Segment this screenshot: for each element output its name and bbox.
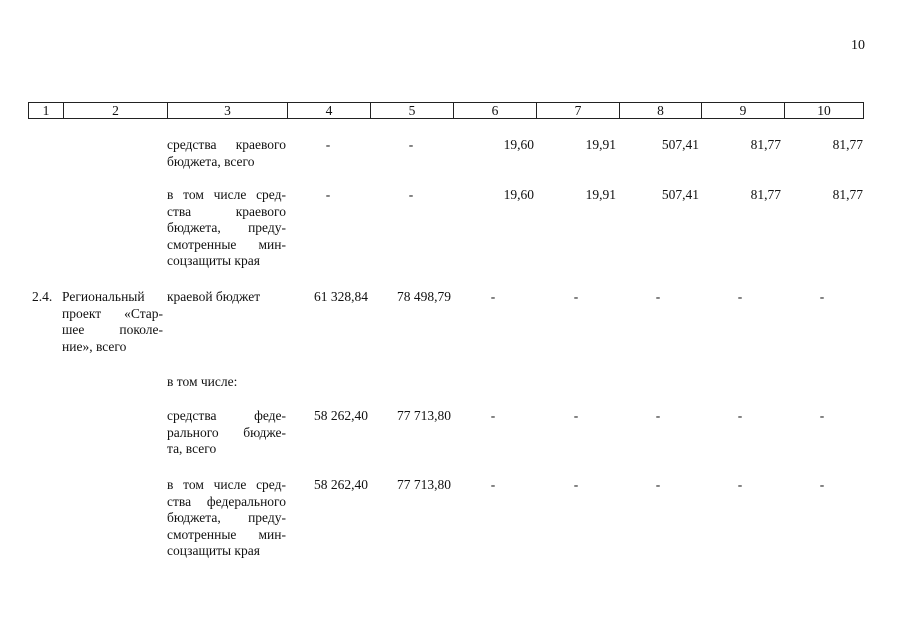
cell-col-5: 77 713,80 [397, 408, 451, 423]
title-line: проект «Стар- [62, 305, 163, 321]
cell-col-8: - [655, 477, 661, 492]
cell-col-9: 81,77 [750, 137, 781, 152]
header-col-5: 5 [370, 103, 453, 118]
description-line: краевой бюджет [167, 289, 261, 304]
header-col-6: 6 [453, 103, 536, 118]
row-description [167, 187, 286, 270]
cell-col-4: 61 328,84 [314, 289, 368, 304]
title-line: Региональный [62, 289, 145, 304]
description-line: смотренные мин- [167, 526, 286, 542]
description-line: рального бюдже- [167, 424, 286, 440]
description-line: бюджета, всего [167, 153, 255, 169]
table-header-row [28, 102, 864, 119]
cell-col-8: - [655, 408, 661, 423]
header-col-10: 10 [784, 103, 863, 118]
cell-col-4: - [325, 187, 331, 202]
cell-col-9: - [737, 289, 743, 304]
cell-col-7: - [573, 477, 579, 492]
cell-col-6: - [490, 477, 496, 492]
header-col-3: 3 [167, 103, 287, 118]
cell-col-7: - [573, 289, 579, 304]
row-description [167, 137, 286, 170]
description-line: соцзащиты края [167, 253, 260, 268]
description-line: в том числе сред- [167, 477, 286, 492]
cell-col-7: 19,91 [585, 137, 616, 152]
cell-col-9: 81,77 [750, 187, 781, 202]
cell-col-8: - [655, 289, 661, 304]
header-col-7: 7 [536, 103, 619, 118]
cell-col-6: - [490, 408, 496, 423]
cell-col-9: - [737, 408, 743, 423]
description-line: ства федерального [167, 493, 286, 509]
cell-col-4: 58 262,40 [314, 408, 368, 423]
row-description [167, 374, 286, 391]
cell-col-7: 19,91 [585, 187, 616, 202]
description-line: соцзащиты края [167, 543, 260, 558]
cell-col-6: 19,60 [503, 137, 534, 152]
cell-col-10: 81,77 [832, 137, 863, 152]
cell-col-10: - [819, 408, 825, 423]
description-line: средства краевого [167, 137, 286, 152]
cell-col-10: - [819, 289, 825, 304]
description-line: бюджета, преду- [167, 510, 286, 525]
row-number: 2.4. [32, 289, 53, 304]
cell-col-4: 58 262,40 [314, 477, 368, 492]
cell-col-8: 507,41 [661, 187, 699, 202]
description-line: та, всего [167, 441, 217, 456]
cell-col-5: - [408, 187, 414, 202]
description-line: в том числе сред- [167, 187, 286, 202]
description-line: смотренные мин- [167, 236, 286, 252]
title-line: шее поколе- [62, 322, 163, 337]
description-line: в том числе: [167, 374, 238, 389]
cell-col-6: 19,60 [503, 187, 534, 202]
cell-col-7: - [573, 408, 579, 423]
cell-col-8: 507,41 [661, 137, 699, 152]
description-line: ства краевого [167, 203, 286, 219]
header-col-2: 2 [63, 103, 167, 118]
row-description [167, 477, 286, 560]
row-title [62, 289, 163, 355]
description-line: бюджета, преду- [167, 220, 286, 235]
header-col-4: 4 [287, 103, 370, 118]
page-number: 10 [851, 38, 865, 53]
cell-col-10: 81,77 [832, 187, 863, 202]
cell-col-9: - [737, 477, 743, 492]
title-line: ние», всего [62, 338, 127, 354]
header-col-9: 9 [701, 103, 784, 118]
cell-col-5: 77 713,80 [397, 477, 451, 492]
cell-col-5: - [408, 137, 414, 152]
header-col-1: 1 [42, 103, 50, 118]
cell-col-6: - [490, 289, 496, 304]
description-line: средства феде- [167, 408, 286, 423]
cell-col-5: 78 498,79 [397, 289, 451, 304]
row-description [167, 289, 286, 306]
cell-col-4: - [325, 137, 331, 152]
header-col-8: 8 [619, 103, 701, 118]
cell-col-10: - [819, 477, 825, 492]
row-description [167, 408, 286, 458]
